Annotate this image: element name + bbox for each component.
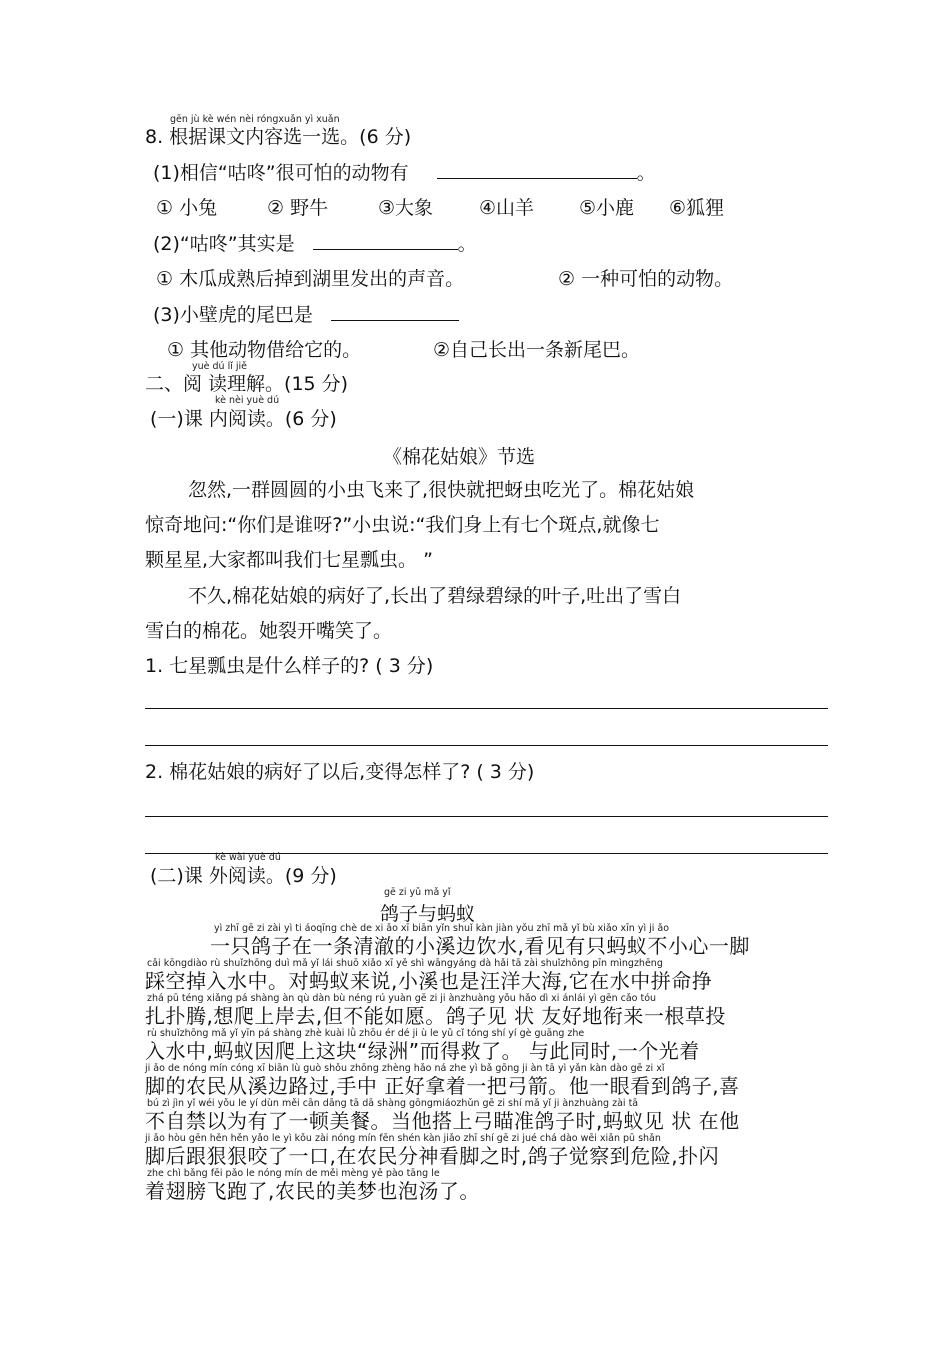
q8-part1-option-3: ③大象 — [378, 197, 434, 219]
q1-answer-line-1[interactable] — [145, 708, 828, 709]
section2-title: 二、阅 读理解。(15 分) — [145, 373, 349, 395]
story-line-6: 不自禁以为有了一顿美餐。当他搭上弓瞄准鸽子时,蚂蚁见 状 在他 — [145, 1109, 740, 1133]
part2-passage-title: 鸽子与蚂蚁 — [380, 903, 476, 925]
q8-part1-answer-blank[interactable] — [437, 160, 637, 179]
part2-passage-title-pinyin: gē zi yǔ mǎ yǐ — [384, 887, 451, 898]
part1-title: (一)课 内阅读。(6 分) — [150, 408, 337, 430]
q1-answer-line-2[interactable] — [145, 745, 828, 746]
part1-passage-title: 《棉花姑娘》节选 — [383, 446, 536, 468]
story-line-5: 脚的农民从溪边路过,手中 正好拿着一把弓箭。他一眼看到鸽子,喜 — [145, 1074, 740, 1098]
q8-title: 8. 根据课文内容选一选。(6 分) — [145, 126, 412, 148]
story-line-2: 踩空掉入水中。对蚂蚁来说,小溪也是汪洋大海,它在水中拼命挣 — [145, 969, 713, 993]
part2-title: (二)课 外阅读。(9 分) — [150, 865, 337, 887]
q8-pinyin: gēn jù kè wén nèi róngxuǎn yì xuǎn — [170, 114, 340, 125]
section2-pinyin: yuè dú lǐ jiě — [192, 361, 248, 372]
q8-part2-line — [153, 231, 477, 256]
q8-part1-text: (1)相信“咕咚”很可怕的动物有 — [153, 162, 409, 184]
q8-part1-line — [153, 160, 656, 185]
story-pinyin-2: cǎi kōngdiào rù shuǐzhōng duì mǎ yǐ lái shuō xiǎo xī yě shì wāngyáng dà hǎi tā zài shuǐzhōng pīn mìngzhēng — [147, 958, 663, 969]
q8-part2-text: (2)“咕咚”其实是 — [153, 233, 295, 255]
part1-question-2: 2. 棉花姑娘的病好了以后,变得怎样了? ( 3 分) — [145, 761, 535, 783]
story-line-3: 扎扑腾,想爬上岸去,但不能如愿。鸽子见 状 友好地衔来一根草投 — [145, 1004, 726, 1028]
q2-answer-line-1[interactable] — [145, 816, 828, 817]
story-line-8: 着翅膀飞跑了,农民的美梦也泡汤了。 — [145, 1179, 480, 1203]
q8-part3-answer-blank[interactable] — [331, 302, 459, 321]
story-pinyin-8: zhe chì bǎng fēi pǎo le nóng mín de měi mèng yě pào tāng le — [147, 1168, 440, 1179]
q8-part1-option-1: ① 小兔 — [156, 197, 218, 219]
q8-part2-option-1: ① 木瓜成熟后掉到湖里发出的声音。 — [156, 268, 465, 290]
part1-passage-line-2: 惊奇地问:“你们是谁呀?”小虫说:“我们身上有七个斑点,就像七 — [145, 514, 660, 536]
q8-part1-option-4: ④山羊 — [479, 197, 535, 219]
q8-part3-option-2: ②自己长出一条新尾巴。 — [433, 339, 641, 361]
q8-part1-option-6: ⑥狐狸 — [669, 197, 725, 219]
q8-part3-line — [153, 302, 459, 327]
story-pinyin-3: zhá pū téng xiǎng pá shàng àn qù dàn bù néng rú yuàn gē zi ji ànzhuàng yǒu hǎo dì xi ánlái yì gēn cǎo tóu — [147, 993, 657, 1004]
story-pinyin-6: bú zì jìn yǐ wéi yǒu le yí dùn měi cān dāng tā dā shàng gōngmiáozhǔn gē zi shí mǎ yǐ ji ànzhuàng zài tā — [147, 1098, 639, 1109]
part2-pinyin: kè wài yuè dú — [215, 852, 281, 863]
q8-part1-end: 。 — [636, 162, 656, 184]
story-pinyin-5: ji ǎo de nóng mín cóng xī biān lù guò shǒu zhōng zhèng hǎo ná zhe yì bǎ gōng ji àn tā yì yǎn kàn dào gē zi xǐ — [145, 1063, 665, 1074]
q8-part1-option-5: ⑤小鹿 — [579, 197, 635, 219]
story-pinyin-4: rù shuǐzhōng mǎ yǐ yīn pá shàng zhè kuài lǜ zhōu ér dé ji ù le yǔ cǐ tóng shí yí gè guāng zhe — [147, 1028, 585, 1039]
story-pinyin-7: ji ǎo hòu gēn hěn hěn yǎo le yì kǒu zài nóng mín fēn shén kàn jiǎo zhī shí gē zi jué chá dào wēi xiǎn pū shǎn — [145, 1133, 661, 1144]
q8-part3-option-1: ① 其他动物借给它的。 — [167, 339, 362, 361]
q8-part2-option-2: ② 一种可怕的动物。 — [558, 268, 734, 290]
story-line-4: 入水中,蚂蚁因爬上这块“绿洲”而得救了。 与此同时,一个光着 — [145, 1039, 700, 1063]
q8-part1-option-2: ② 野牛 — [267, 197, 329, 219]
q8-part2-answer-blank[interactable] — [313, 231, 458, 250]
story-line-7: 脚后跟狠狠咬了一口,在农民分神看脚之时,鸽子觉察到危险,扑闪 — [145, 1144, 720, 1168]
story-pinyin-1: yì zhī gē zi zài yì ti áoqīng chè de xi ǎo xī biān yǐn shuǐ kàn jiàn yǒu zhī mǎ yǐ bù xiǎo xīn yì ji ǎo — [214, 923, 670, 934]
q8-part2-end: 。 — [457, 233, 477, 255]
part1-pinyin: kè nèi yuè dú — [215, 395, 280, 406]
part1-passage-line-5: 雪白的棉花。她裂开嘴笑了。 — [145, 620, 393, 642]
part1-passage-line-1: 忽然,一群圆圆的小虫飞来了,很快就把蚜虫吃光了。棉花姑娘 — [188, 479, 695, 501]
part1-passage-line-3: 颗星星,大家都叫我们七星瓢虫。 ” — [145, 549, 433, 571]
q8-part3-text: (3)小壁虎的尾巴是 — [153, 304, 313, 326]
part1-question-1: 1. 七星瓢虫是什么样子的? ( 3 分) — [145, 655, 434, 677]
part1-passage-line-4: 不久,棉花姑娘的病好了,长出了碧绿碧绿的叶子,吐出了雪白 — [188, 585, 682, 607]
story-line-1: 一只鸽子在一条清澈的小溪边饮水,看见有只蚂蚁不小心一脚 — [210, 934, 750, 958]
